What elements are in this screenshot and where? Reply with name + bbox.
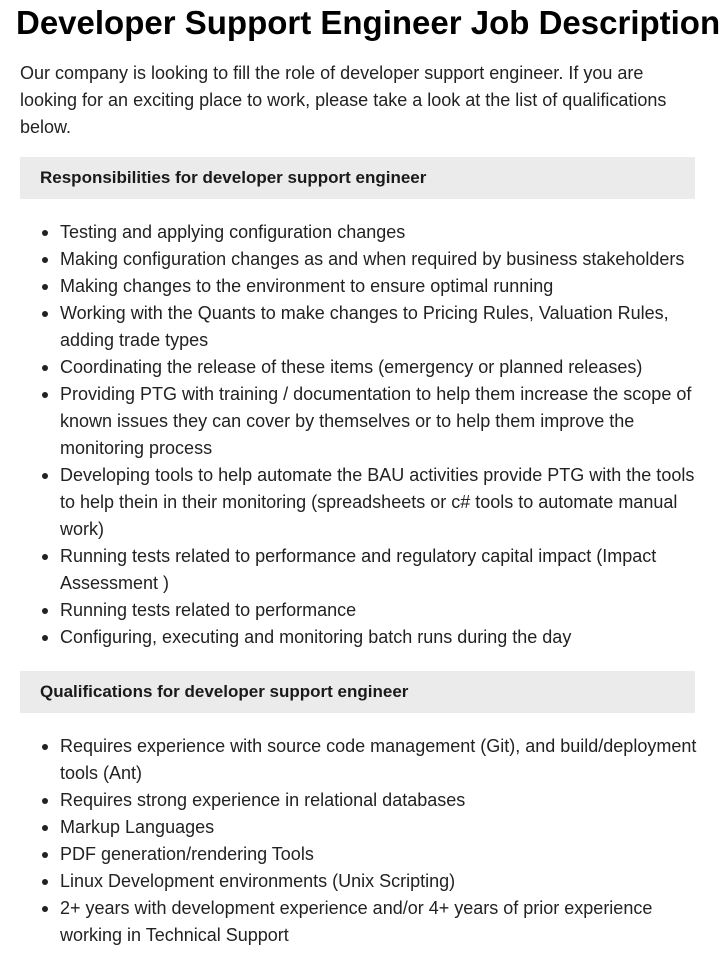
responsibility-item: Making changes to the environment to ensure optimal running [60, 273, 700, 300]
qualifications-list [20, 733, 700, 949]
qualifications-heading: Qualifications for developer support engineer [20, 671, 695, 713]
responsibility-item: Running tests related to performance [60, 597, 700, 624]
responsibility-item: Making configuration changes as and when required by business stakeholders [60, 246, 700, 273]
responsibility-item: Configuring, executing and monitoring batch runs during the day [60, 624, 700, 651]
qualification-item: Requires experience with source code management (Git), and build/deployment tools (Ant) [60, 733, 700, 787]
qualification-item: 2+ years with development experience and/or 4+ years of prior experience working in Technical Support [60, 895, 700, 949]
qualification-item: Markup Languages [60, 814, 700, 841]
responsibilities-list [20, 219, 700, 651]
responsibility-item: Working with the Quants to make changes to Pricing Rules, Valuation Rules, adding trade types [60, 300, 700, 354]
qualification-item: Requires strong experience in relational databases [60, 787, 700, 814]
qualification-item: PDF generation/rendering Tools [60, 841, 700, 868]
responsibility-item: Developing tools to help automate the BAU activities provide PTG with the tools to help thein in their monitoring (spreadsheets or c# tools to automate manual work) [60, 462, 700, 543]
responsibility-item: Coordinating the release of these items (emergency or planned releases) [60, 354, 700, 381]
page-title: Developer Support Engineer Job Description [16, 4, 720, 41]
responsibility-item: Running tests related to performance and regulatory capital impact (Impact Assessment ) [60, 543, 700, 597]
responsibility-item: Providing PTG with training / documentation to help them increase the scope of known issues they can cover by themselves or to help them improve the monitoring process [60, 381, 700, 462]
responsibility-item: Testing and applying configuration changes [60, 219, 700, 246]
intro-paragraph: Our company is looking to fill the role of developer support engineer. If you are looking for an exciting place to work, please take a look at the list of qualifications below. [20, 63, 667, 137]
qualification-item: Linux Development environments (Unix Scripting) [60, 868, 700, 895]
responsibilities-heading: Responsibilities for developer support engineer [20, 157, 695, 199]
